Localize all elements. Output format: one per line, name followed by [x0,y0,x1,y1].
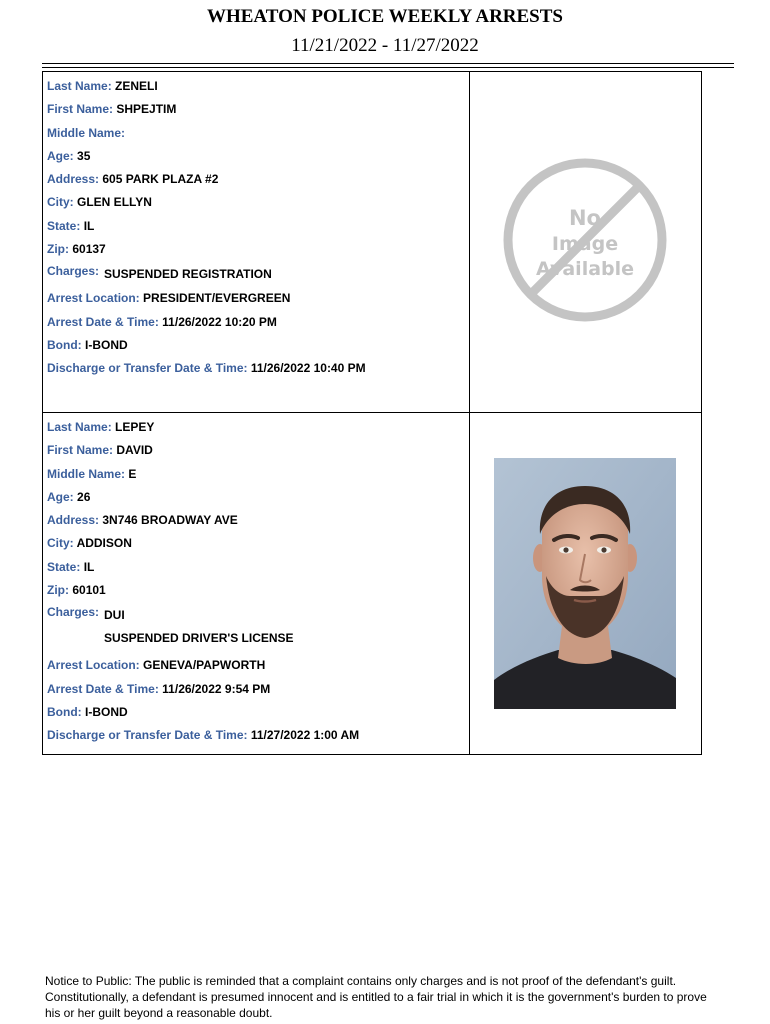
field-label: Last Name: [47,79,112,93]
field-label: Discharge or Transfer Date & Time: [47,728,248,743]
no-image-text-line1: No [568,206,601,230]
arrest-datetime-value: 11/26/2022 10:20 PM [162,314,277,329]
field-label: Address: [47,172,100,187]
first-name-row [47,101,469,124]
field-label: City: [47,536,74,551]
address-value: 3N746 BROADWAY AVE [102,513,238,528]
record-photo-cell [469,72,701,413]
state-row [47,559,469,582]
charges-row [47,264,469,290]
address-value: 605 PARK PLAZA #2 [102,172,219,187]
no-image-text-line2: Image [551,233,618,255]
city-row [47,194,469,217]
bond-value: I-BOND [85,337,128,352]
state-value: IL [83,218,95,233]
bond-value: I-BOND [85,704,128,719]
field-label: Arrest Date & Time: [47,314,159,329]
no-image-available-icon [502,157,668,323]
field-label: First Name: [47,102,114,117]
field-label: Arrest Location: [47,291,140,306]
field-label: Middle Name: [47,466,126,481]
age-row [47,489,469,512]
arrest-datetime-value: 11/26/2022 9:54 PM [162,681,271,696]
city-value: ADDISON [76,536,132,551]
address-row [47,171,469,194]
middle-name-value: E [128,466,137,481]
first-name-value: DAVID [116,443,153,458]
state-row [47,218,469,241]
no-image-text-line3: Available [535,258,634,280]
field-label: City: [47,195,74,210]
field-label: Charges: [47,605,100,620]
age-value: 35 [77,148,91,163]
header-rule-bottom [42,67,734,68]
discharge-row [47,360,469,383]
discharge-row [47,727,469,750]
field-label: Zip: [47,583,69,598]
first-name-value: SHPEJTIM [116,102,177,117]
field-label: Bond: [47,337,82,352]
arrest-location-value: GENEVA/PAPWORTH [143,658,266,673]
arrest-datetime-row [47,681,469,704]
arrest-location-value: PRESIDENT/EVERGREEN [143,291,291,306]
age-value: 26 [77,489,91,504]
city-value: GLEN ELLYN [77,195,152,210]
arrest-datetime-row [47,314,469,337]
field-label: Age: [47,489,74,504]
charge-value: DUI [104,608,125,623]
arrest-location-row [47,657,469,680]
address-row [47,512,469,535]
age-row [47,148,469,171]
field-label: Discharge or Transfer Date & Time: [47,361,248,376]
discharge-value: 11/26/2022 10:40 PM [250,361,366,376]
header-rule-top [42,63,734,64]
bond-row [47,337,469,360]
last-name-value: ZENELI [115,79,158,93]
field-label: Age: [47,148,74,163]
discharge-value: 11/27/2022 1:00 AM [250,728,360,743]
zip-row [47,241,469,264]
field-label: Bond: [47,704,82,719]
field-label: State: [47,218,81,233]
record-photo-cell [469,413,701,755]
first-name-row [47,442,469,465]
city-row [47,535,469,558]
charge-value: SUSPENDED REGISTRATION [104,267,272,282]
zip-value: 60101 [72,583,106,598]
arrest-record [43,72,702,413]
field-label: First Name: [47,443,114,458]
field-label: Arrest Date & Time: [47,681,159,696]
field-label: Middle Name: [47,125,126,140]
field-label: Zip: [47,242,69,257]
field-label: Address: [47,513,100,528]
public-notice: Notice to Public: The public is reminded that a complaint contains only charges and is not proof of the defendant's guilt. Constitutionally, a defendant is presumed innocent and is entitled to a fair trial in which it is the government's burden to prove his or her guilt beyond a reasonable doubt. [45,974,707,1020]
charge-value: SUSPENDED DRIVER'S LICENSE [104,631,294,646]
state-value: IL [83,559,95,574]
zip-value: 60137 [72,242,106,257]
bond-row [47,704,469,727]
field-label: Last Name: [47,420,112,434]
arrest-record [43,413,702,755]
report-header [0,4,770,61]
arrest-records-table [42,71,702,755]
mugshot-photo [494,458,676,709]
charges-continued-row [47,631,469,657]
field-label: State: [47,559,81,574]
last-name-value: LEPEY [115,420,155,434]
record-info-cell [43,413,470,755]
last-name-row [47,419,469,442]
field-label: Charges: [47,264,100,279]
charges-row [47,605,469,631]
record-info-cell [43,72,470,413]
field-label: Arrest Location: [47,658,140,673]
middle-name-row [47,125,469,148]
report-date-range: 11/21/2022 - 11/27/2022 [291,35,479,56]
report-title: WHEATON POLICE WEEKLY ARRESTS [206,6,563,27]
last-name-row [47,78,469,101]
arrest-location-row [47,290,469,313]
middle-name-row [47,466,469,489]
zip-row [47,582,469,605]
